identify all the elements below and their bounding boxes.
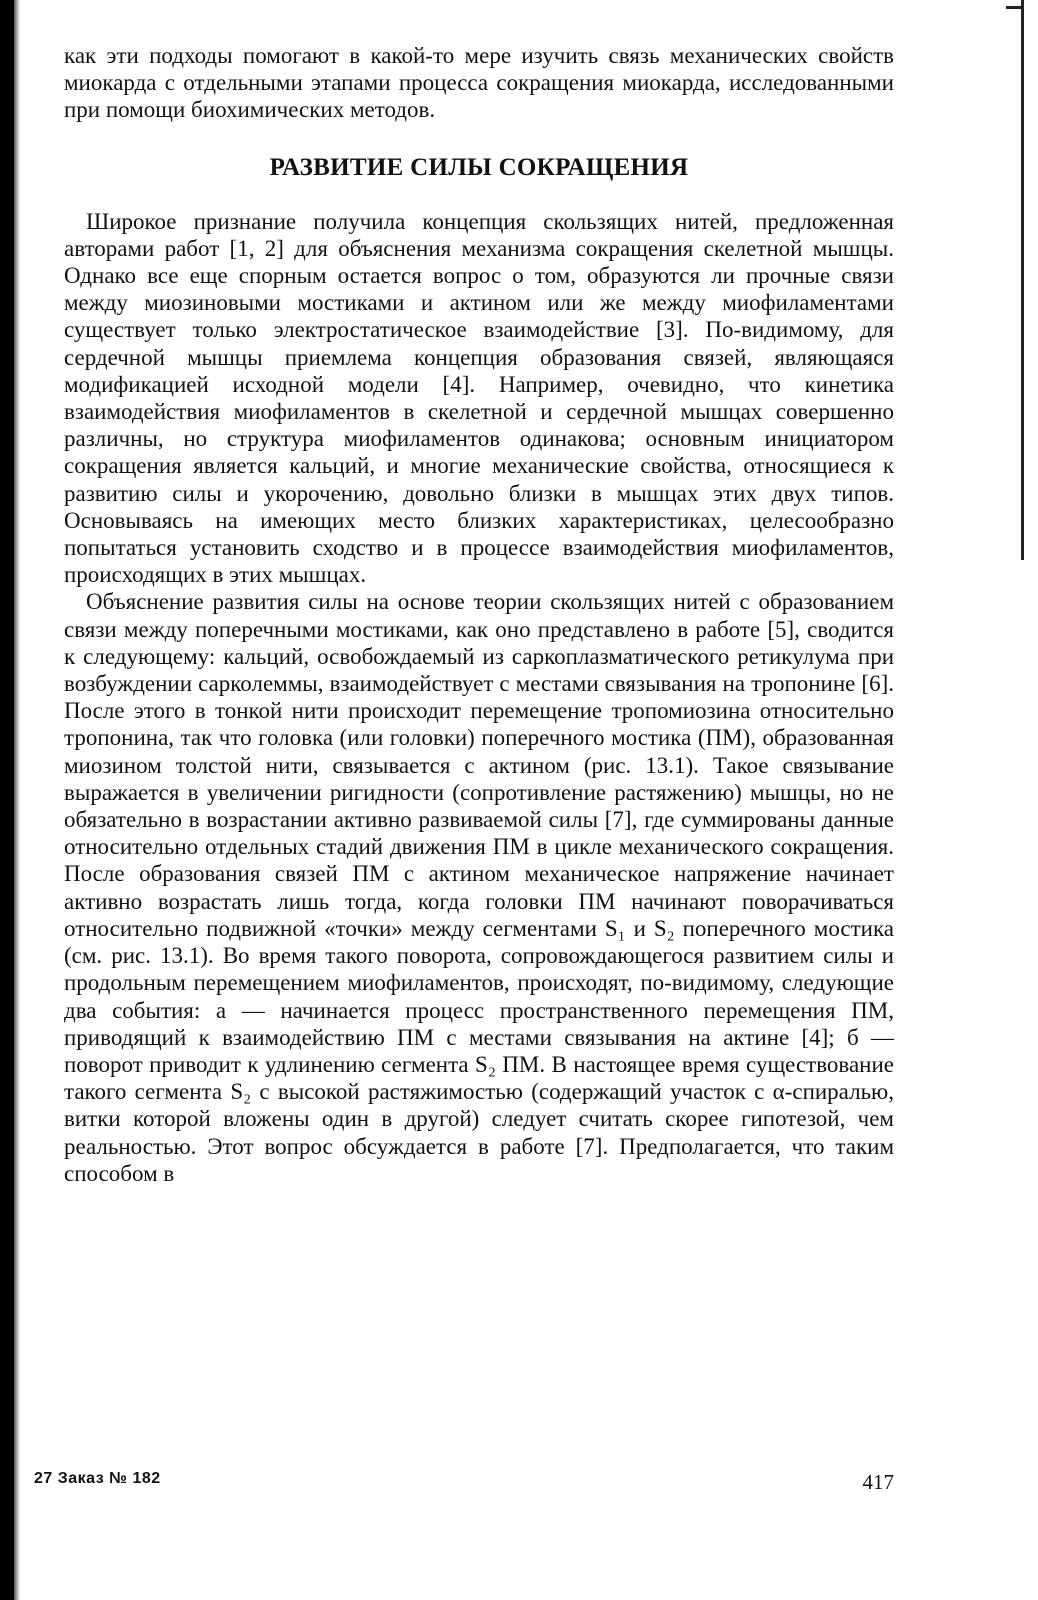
printer-signature: 27 Заказ № 182 <box>34 1470 161 1487</box>
body-paragraph-2: Объяснение развития силы на основе теории скользящих нитей с образованием связи между поперечными мостиками, как оно представлено в работе [5], сводится к следующему: кальций, освобождаемый из саркоплазматического ретикулума при возбуждении сарколеммы, взаимодействует с местами связывания на тропонине [6]. После этого в тонкой нити происходит перемещение тропомиозина относительно тропонина, так что головка (или головки) поперечного мостика (ПМ), образованная миозином толстой нити, связывается с актином (рис. 13.1). Такое связывание выражается в увеличении ригидности (сопротивление растяжению) мышцы, но не обязательно в возрастании активно развиваемой силы [7], где суммированы данные относительно отдельных стадий движения ПМ в цикле механического сокращения. После образования связей ПМ с актином механическое напряжение начинает активно возрастать лишь тогда, когда головки ПМ начинают поворачиваться относительно подвижной «точки» между сегментами S₁ и S₂ поперечного мостика (см. рис. 13.1). Во время такого поворота, сопровождающегося развитием силы и продольным перемещением миофиламентов, происходят, по-видимому, следующие два события: а — начинается процесс пространственного перемещения ПМ, приводящий к взаимодействию ПМ с местами связывания на актине [4]; б — поворот приводит к удлинению сегмента S₂ ПМ. В настоящее время существование такого сегмента S₂ с высокой растяжимостью (содержащий участок с α-спиралью, витки которой вложены один в другой) следует считать скорее гипотезой, чем реальностью. Этот вопрос обсуждается в работе [7]. Предполагается, что таким способом в <box>64 589 894 1186</box>
scan-border-right-tick <box>1006 6 1024 9</box>
page-footer <box>34 1470 894 1495</box>
page-number: 417 <box>862 1470 894 1494</box>
intro-paragraph: как эти подходы помогают в какой-то мере изучить связь механических свойств миокарда с отдельными этапами процесса сокращения миокарда, исследованными при помощи биохимических методов. <box>64 43 894 123</box>
scan-border-right <box>1021 0 1024 560</box>
body-paragraph-1: Широкое признание получила концепция скользящих нитей, предложенная авторами работ [1, 2] для объяснения механизма сокращения скелетной мышцы. Однако все еще спорным остается вопрос о том, образуются ли прочные связи между миозиновыми мостиками и актином или же между миофиламентами существует только электростатическое взаимодействие [3]. По-видимому, для сердечной мышцы приемлема концепция образования связей, являющаяся модификацией исходной модели [4]. Например, очевидно, что кинетика взаимодействия миофиламентов в скелетной и сердечной мышцах совершенно различны, но структура миофиламентов одинакова; основным инициатором сокращения является кальций, и многие механические свойства, относящиеся к развитию силы и укорочению, довольно близки в мышцах этих двух типов. Основываясь на имеющих место близких характеристиках, целесообразно попытаться установить сходство и в процессе взаимодействия миофиламентов, происходящих в этих мышцах. <box>64 208 894 588</box>
scan-border-shadow <box>14 0 20 1600</box>
page-body <box>64 42 894 1187</box>
section-heading: РАЗВИТИЕ СИЛЫ СОКРАЩЕНИЯ <box>269 153 689 181</box>
scan-border-left <box>0 0 14 1600</box>
